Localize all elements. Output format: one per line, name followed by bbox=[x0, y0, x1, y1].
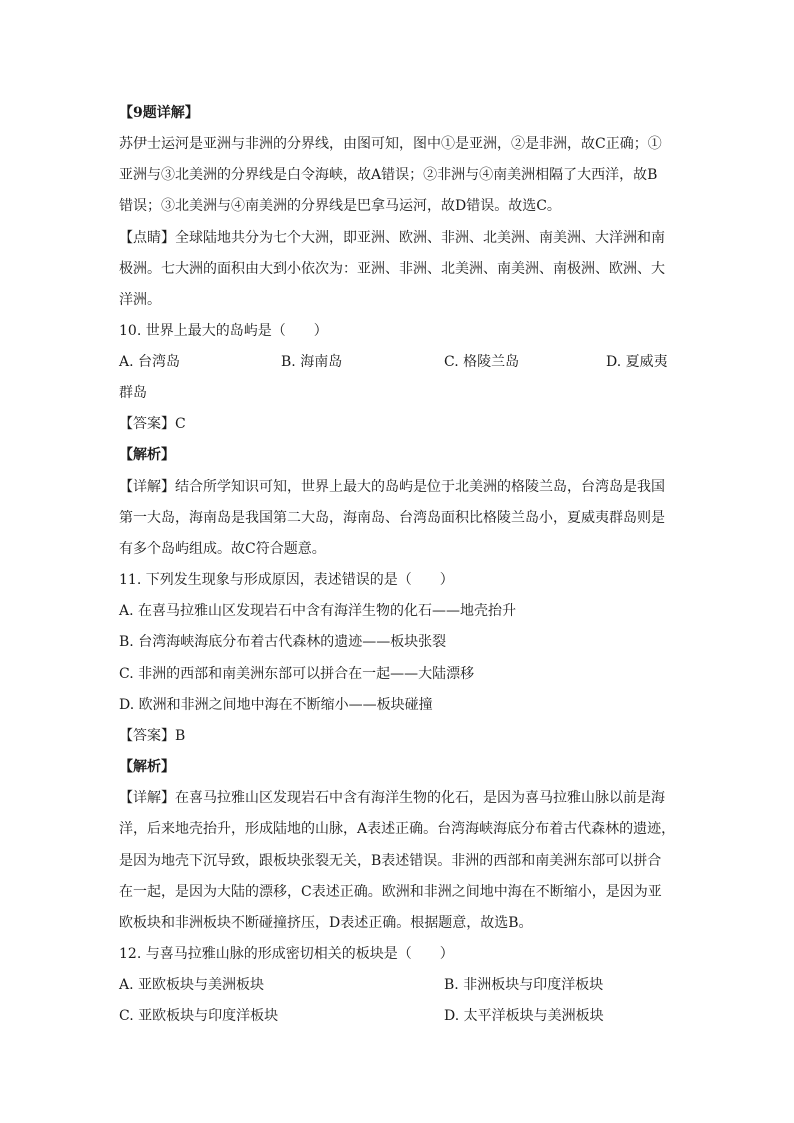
q10-analysis-heading: 【解析】 bbox=[119, 447, 175, 463]
q9-tip-line: 极洲。七大洲的面积由大到小依次为：亚洲、非洲、北美洲、南美洲、南极洲、欧洲、大 bbox=[119, 261, 665, 277]
q11-option-a: A. 在喜马拉雅山区发现岩石中含有海洋生物的化石——地壳抬升 bbox=[119, 603, 517, 619]
q10-option-d: D. 夏威夷 bbox=[606, 354, 668, 370]
q9-detail-line: 苏伊士运河是亚洲与非洲的分界线，由图可知，图中①是亚洲，②是非洲，故C正确；① bbox=[119, 136, 662, 152]
q11-answer: 【答案】B bbox=[119, 728, 186, 744]
q11-option-b: B. 台湾海峡海底分布着古代森林的遗迹——板块张裂 bbox=[119, 634, 447, 650]
q10-answer: 【答案】C bbox=[119, 416, 186, 432]
q12-option-b: B. 非洲板块与印度洋板块 bbox=[444, 977, 604, 993]
q11-detail-line: 洋，后来地壳抬升，形成陆地的山脉，A表述正确。台湾海峡海底分布着古代森林的遗迹， bbox=[119, 821, 676, 837]
q11-detail-line: 是因为地壳下沉导致，跟板块张裂无关，B表述错误。非洲的西部和南美洲东部可以拼合 bbox=[119, 853, 662, 869]
q10-option-d-wrap: 群岛 bbox=[119, 385, 147, 401]
q11-option-c: C. 非洲的西部和南美洲东部可以拼合在一起——大陆漂移 bbox=[119, 666, 475, 682]
q11-detail-line: 在一起，是因为大陆的漂移，C表述正确。欧洲和非洲之间地中海在不断缩小，是因为亚 bbox=[119, 884, 662, 900]
q10-detail-line: 第一大岛，海南岛是我国第二大岛，海南岛、台湾岛面积比格陵兰岛小，夏威夷群岛则是 bbox=[119, 510, 665, 526]
q10-detail-line: 有多个岛屿组成。故C符合题意。 bbox=[119, 541, 326, 557]
q12-option-a: A. 亚欧板块与美洲板块 bbox=[119, 977, 265, 993]
q10-stem: 10. 世界上最大的岛屿是（ ） bbox=[119, 323, 328, 339]
q9-detail-heading: 【9题详解】 bbox=[119, 105, 199, 121]
q10-option-a: A. 台湾岛 bbox=[119, 354, 181, 370]
q11-analysis-heading: 【解析】 bbox=[119, 759, 175, 775]
q12-stem: 12. 与喜马拉雅山脉的形成密切相关的板块是（ ） bbox=[119, 946, 454, 962]
q11-stem: 11. 下列发生现象与形成原因，表述错误的是（ ） bbox=[119, 572, 454, 588]
q11-detail-line: 【详解】在喜马拉雅山区发现岩石中含有海洋生物的化石，是因为喜马拉雅山脉以前是海 bbox=[119, 790, 665, 806]
q9-detail-line: 错误；③北美洲与④南美洲的分界线是巴拿马运河，故D错误。故选C。 bbox=[119, 198, 561, 214]
q11-option-d: D. 欧洲和非洲之间地中海在不断缩小——板块碰撞 bbox=[119, 697, 433, 713]
q10-option-c: C. 格陵兰岛 bbox=[444, 354, 520, 370]
q9-tip-line: 洋洲。 bbox=[119, 292, 161, 308]
q9-tip-line: 【点睛】全球陆地共分为七个大洲，即亚洲、欧洲、非洲、北美洲、南美洲、大洋洲和南 bbox=[119, 230, 665, 246]
q12-option-d: D. 太平洋板块与美洲板块 bbox=[444, 1008, 604, 1024]
q10-detail-line: 【详解】结合所学知识可知，世界上最大的岛屿是位于北美洲的格陵兰岛，台湾岛是我国 bbox=[119, 479, 665, 495]
q12-option-c: C. 亚欧板块与印度洋板块 bbox=[119, 1008, 279, 1024]
q10-option-b: B. 海南岛 bbox=[281, 354, 343, 370]
q11-detail-line: 欧板块和非洲板块不断碰撞挤压，D表述正确。根据题意，故选B。 bbox=[119, 915, 533, 931]
q9-detail-line: 亚洲与③北美洲的分界线是白令海峡，故A错误；②非洲与④南美洲相隔了大西洋，故B bbox=[119, 167, 658, 183]
